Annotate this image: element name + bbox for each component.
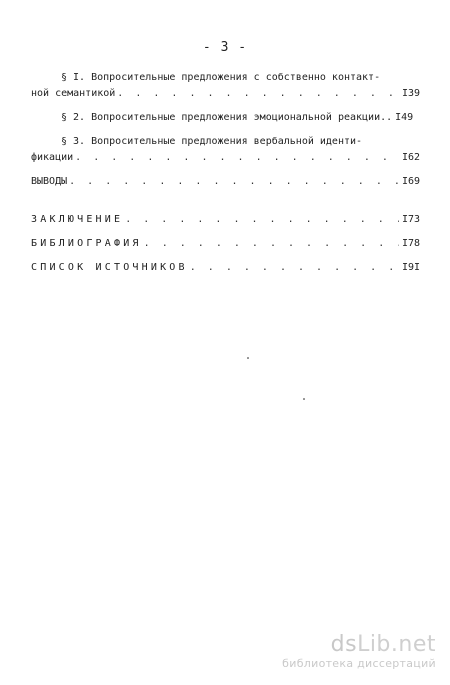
toc-entry-title-line — [31, 110, 420, 126]
page-number: - 3 - — [202, 40, 248, 55]
toc-leader-dots — [115, 86, 399, 102]
toc-entry-title-line: § I. Вопросительные предложения с собственно контакт- — [61, 72, 381, 83]
toc-entry-line — [31, 174, 420, 190]
toc-entry-line — [31, 236, 420, 252]
toc-leader-dots — [188, 260, 399, 276]
toc-entry-title: СПИСОК ИСТОЧНИКОВ — [31, 262, 188, 273]
toc-entry-section-2 — [31, 110, 420, 126]
toc-entry-title: ВЫВОДЫ — [31, 176, 68, 187]
toc-leader-dots — [73, 150, 399, 166]
toc-entry-conclusion — [31, 212, 420, 228]
table-of-contents — [31, 70, 420, 276]
toc-entry-sources — [31, 260, 420, 276]
toc-entry-title-cont: ной семантикой — [31, 88, 116, 99]
toc-page-number: I49 — [395, 112, 414, 123]
toc-page-number: I78 — [401, 238, 420, 249]
scan-speck — [303, 398, 305, 400]
toc-entry-section-3 — [31, 134, 420, 166]
toc-entry-title: § 2. Вопросительные предложения эмоциональной реакции.. — [61, 112, 393, 123]
watermark — [276, 633, 436, 671]
toc-page-number: I73 — [401, 214, 420, 225]
toc-entry-continuation — [31, 150, 420, 166]
toc-page-number: I62 — [401, 152, 420, 163]
toc-entry-line — [31, 260, 420, 276]
toc-leader-dots — [142, 236, 399, 252]
toc-leader-dots — [67, 174, 399, 190]
watermark-logo: dsLib.net — [330, 632, 436, 657]
toc-entry-title-cont: фикации — [31, 152, 74, 163]
toc-leader-dots — [123, 212, 399, 228]
toc-entry-bibliography — [31, 236, 420, 252]
toc-page-number: I39 — [401, 88, 420, 99]
toc-entry-continuation — [31, 86, 420, 102]
toc-entry-title: ЗАКЛЮЧЕНИЕ — [31, 214, 124, 225]
toc-page-number: I69 — [401, 176, 420, 187]
toc-entry-title-line: § 3. Вопросительные предложения вербальной иденти- — [61, 136, 363, 147]
toc-entry-title: БИБЛИОГРАФИЯ — [31, 238, 142, 249]
toc-entry-line — [31, 212, 420, 228]
toc-entry-section-1 — [31, 70, 420, 102]
toc-page-number: I9I — [401, 262, 420, 273]
toc-entry-conclusions — [31, 174, 420, 190]
scan-speck — [247, 357, 249, 359]
watermark-subtitle: библиотека диссертаций — [282, 657, 436, 670]
